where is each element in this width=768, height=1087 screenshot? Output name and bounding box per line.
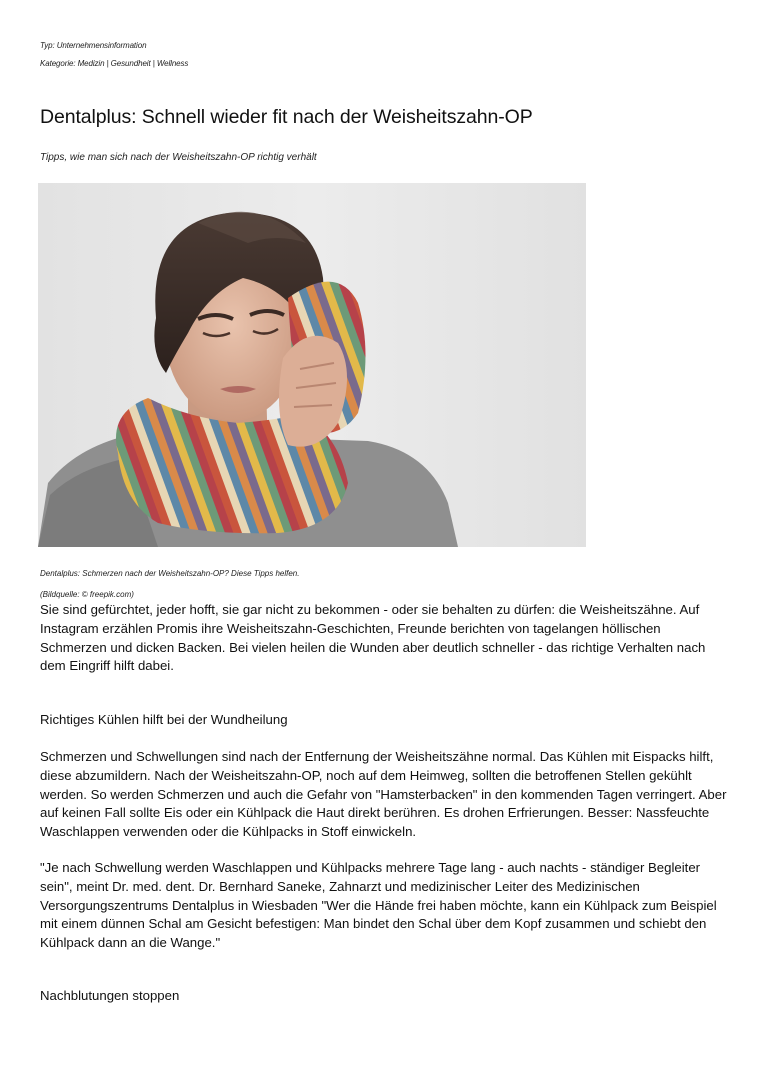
cooling-paragraph: Schmerzen und Schwellungen sind nach der Entfernung der Weisheitszähne normal. Das Kühlen mit Eispacks hilft, diese abzumildern. Nach der Weisheitszahn-OP, noch auf dem Heimweg, sollten die betroffenen Stellen gekühlt werden. So werden Schmerzen und auch die Gefahr von "Hamsterbacken" in den kommenden Tagen verringert. Aber auf keinen Fall sollte Eis oder ein Kühlpack die Haut direkt berühren. Es drohen Erfrierungen. Besser: Nassfeuchte Waschlappen verwenden oder die Kühlpacks in Stoff einwickeln.: [40, 749, 727, 840]
article-subtitle: Tipps, wie man sich nach der Weisheitszahn-OP richtig verhält: [40, 152, 317, 163]
quote-paragraph: "Je nach Schwellung werden Waschlappen und Kühlpacks mehrere Tage lang - auch nachts - ständiger Begleiter sein", meint Dr. med. dent. Dr. Bernhard Saneke, Zahnarzt und medizinischer Leiter des Medizinischen Versorgungszentrums Dentalplus in Wiesbaden "Wer die Hände frei haben möchte, kann ein Kühlpack zum Beispiel mit einem dünnen Schal am Gesicht befestigen: Man bindet den Schal über dem Kopf zusammen und schiebt den Kühlpack dann an die Wange.": [40, 860, 717, 951]
section-heading-bleeding: Nachblutungen stoppen: [40, 988, 180, 1003]
photo-credit: (Bildquelle: © freepik.com): [40, 590, 134, 599]
article-category-label: Kategorie: Medizin | Gesundheit | Wellness: [40, 59, 189, 68]
article-photo: [38, 183, 586, 547]
article-type-label: Typ: Unternehmensinformation: [40, 41, 147, 50]
section-heading-cooling: Richtiges Kühlen hilft bei der Wundheilung: [40, 712, 288, 727]
article-title: Dentalplus: Schnell wieder fit nach der Weisheitszahn-OP: [40, 106, 533, 128]
intro-paragraph: Sie sind gefürchtet, jeder hofft, sie gar nicht zu bekommen - oder sie behalten zu dürfen: die Weisheitszähne. Auf Instagram erzählen Promis ihre Weisheitszahn-Geschichten, Freunde berichten von tagelangen höllischen Schmerzen und dicken Backen. Bei vielen heilen die Wunden aber deutlich schneller - das richtige Verhalten nach dem Eingriff hilft dabei.: [40, 602, 706, 674]
woman-with-scarf-photo: [38, 183, 586, 547]
photo-caption: Dentalplus: Schmerzen nach der Weisheitszahn-OP? Diese Tipps helfen.: [40, 569, 300, 578]
